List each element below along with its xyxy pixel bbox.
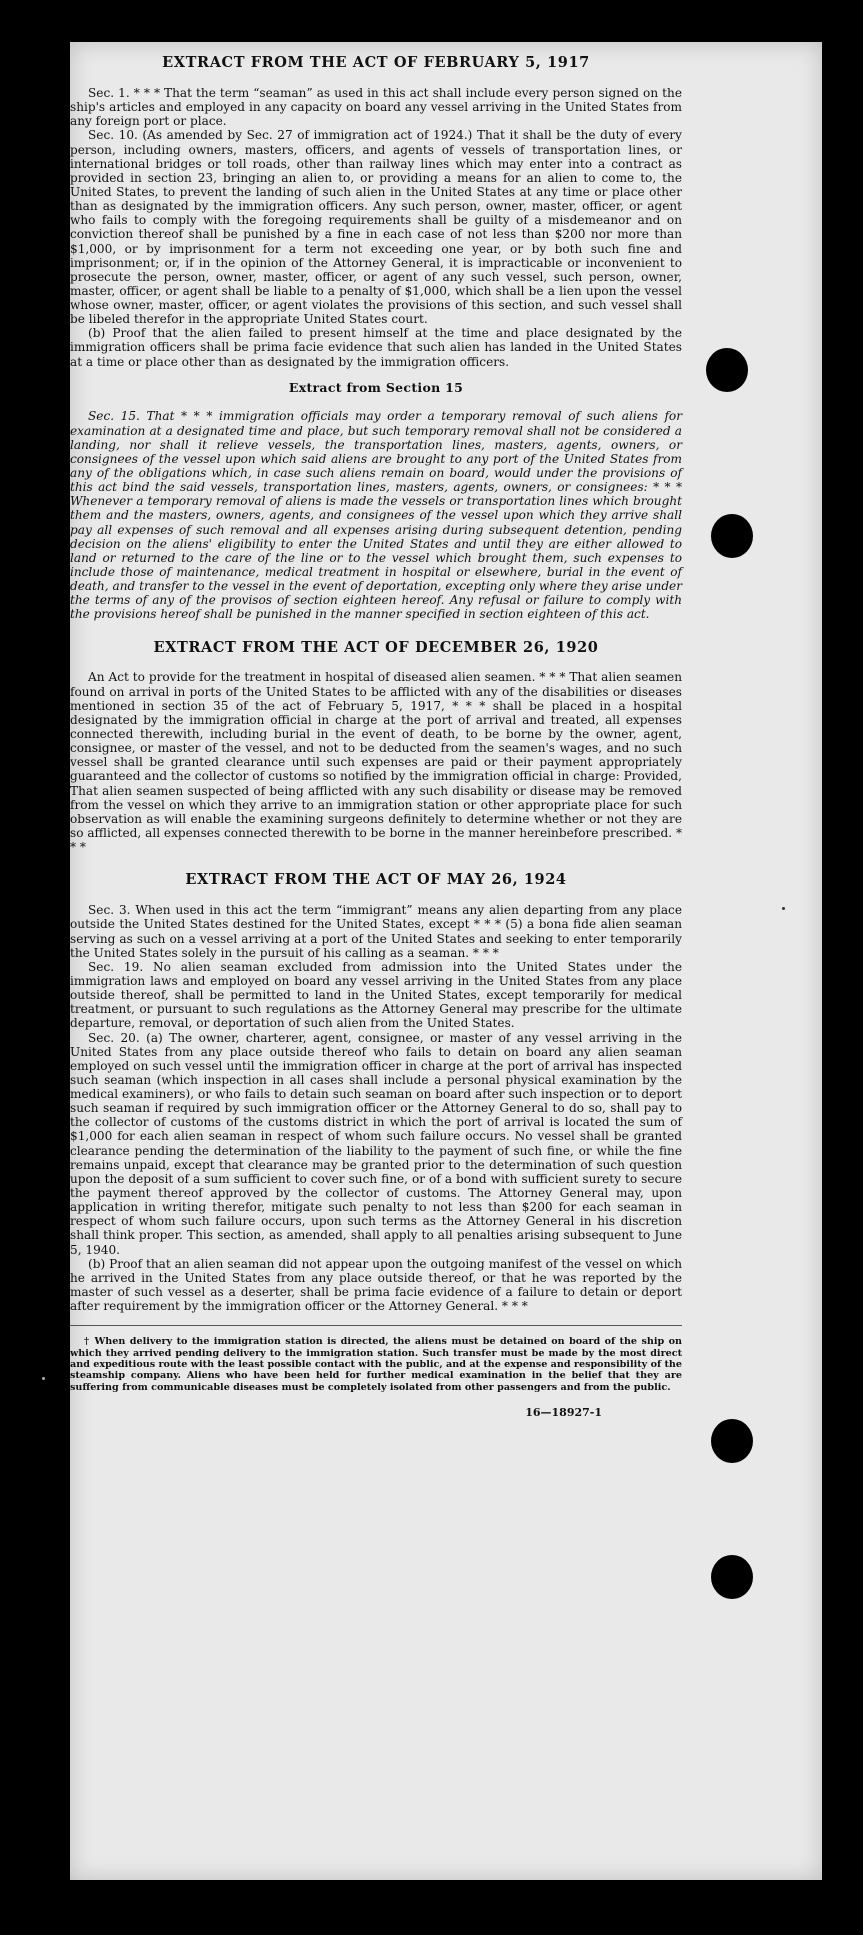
subheading-section-15: Extract from Section 15 <box>288 379 464 395</box>
heading-act-1920: EXTRACT FROM THE ACT OF DECEMBER 26, 1920 <box>153 638 599 656</box>
punch-hole <box>711 1555 753 1599</box>
paragraph-sec1: Sec. 1. * * * That the term “seaman” as used in this act shall include every person signed on the ship's articles and employed in any capacity on board any vessel arriving in the United States from any foreign port or place. <box>70 85 682 129</box>
scan-speck <box>42 1377 45 1380</box>
paragraph-sec10-b: (b) Proof that the alien failed to present himself at the time and place designated by the immigration officers shall be prima facie evidence that such alien has landed in the United States at a time or place other than as designated by the immigration officers. <box>70 326 682 369</box>
form-number: 16—18927-1 <box>525 1405 602 1419</box>
punch-hole <box>711 1419 753 1463</box>
paragraph-sec15: Sec. 15. That * * * immigration officials may order a temporary removal of such aliens for examination at a designated time and place, but such temporary removal shall not be considered a landing, nor shall it relieve vessels, the transportation lines, masters, agents, owners, or consignees of the vessel upon which said aliens are brought to any port of the United States from any of the obligations which, in case such aliens remain on board, would under the provisions of this act bind the said vessels, transportation lines, masters, agents, owners, or consignees: * * * Whenever a temporary removal of aliens is made the vessels or transportation lines which brought them and the masters, owners, agents, and consignees of the vessel upon which they arrive shall pay all expenses of such removal and all expenses arising during subsequent detention, pending decision on the aliens' eligibility to enter the United States and until they are either allowed to land or returned to the care of the line or to the vessel which brought them, such expenses to include those of maintenance, medical treatment in hospital or elsewhere, burial in the event of death, and transfer to the vessel in the event of deportation, excepting only where they arise under the terms of any of the provisos of section eighteen hereof. Any refusal or failure to comply with the provisions hereof shall be punished in the manner specified in section eighteen of this act. <box>70 409 682 622</box>
heading-act-1924: EXTRACT FROM THE ACT OF MAY 26, 1924 <box>185 871 567 889</box>
paragraph-sec10: Sec. 10. (As amended by Sec. 27 of immigration act of 1924.) That it shall be the duty of every person, including owners, masters, officers, and agents of vessels of transportation lines, or international bridges or toll roads, other than railway lines which may enter into a contract as provided in section 23, bringing an alien to, or providing a means for an alien to come to, the United States, to prevent the landing of such alien in the United States at any time or place other than as designated by the immigration officers. Any such person, owner, master, officer, or agent who fails to comply with the foregoing requirements shall be guilty of a misdemeanor and on conviction thereof shall be punished by a fine in each case of not less than $200 nor more than $1,000, or by imprisonment for a term not exceeding one year, or by both such fine and imprisonment; or, if in the opinion of the Attorney General, it is impracticable or inconvenient to prosecute the person, owner, master, officer, or agent of any such vessel, such person, owner, master, officer, or agent shall be liable to a penalty of $1,000, which shall be a lien upon the vessel whose owner, master, officer, or agent violates the provisions of this section, and such vessel shall be libeled therefor in the appropriate United States court. <box>70 128 682 327</box>
scan-speck <box>782 907 785 910</box>
paragraph-sec20-b: (b) Proof that an alien seaman did not appear upon the outgoing manifest of the vessel on which he arrived in the United States from any place outside thereof, or that he was reported by the master of such vessel as a deserter, shall be prima facie evidence of a failure to detain or deport after requirement by the immigration officer or the Attorney General. * * * <box>70 1256 682 1314</box>
document-body <box>70 55 682 1420</box>
footnote-text: † When delivery to the immigration station is directed, the aliens must be detained on board of the ship on which they arrived pending delivery to the immigration station. Such transfer must be made by the most direct and expeditious route with the least possible contact with the public, and at the expense and responsibility of the steamship company. Aliens who have been held for further medical examination in the belief that they are suffering from communicable diseases must be completely isolated from other passengers and from the public. <box>70 1336 682 1393</box>
punch-hole <box>706 348 748 392</box>
punch-hole <box>711 514 753 558</box>
paragraph-sec3: Sec. 3. When used in this act the term “immigrant” means any alien departing from any place outside the United States destined for the United States, except * * * (5) a bona fide alien seaman serving as such on a vessel arriving at a port of the United States and seeking to enter temporarily the United States solely in the pursuit of his calling as a seaman. * * * <box>70 903 682 960</box>
footnote <box>70 1325 682 1393</box>
heading-act-1917: EXTRACT FROM THE ACT OF FEBRUARY 5, 1917 <box>162 54 590 71</box>
paragraph-act-1920: An Act to provide for the treatment in hospital of diseased alien seamen. * * * That alien seamen found on arrival in ports of the United States to be afflicted with any of the disabilities or diseases mentioned in section 35 of the act of February 5, 1917, * * * shall be placed in a hospital designated by the immigration official in charge at the port of arrival and treated, all expenses connected therewith, including burial in the event of death, to be borne by the owner, agent, consignee, or master of the vessel, and not to be deducted from the seamen's wages, and no such vessel shall be granted clearance until such expenses are paid or their payment appropriately guaranteed and the collector of customs so notified by the immigration official in charge: Provided, That alien seamen suspected of being afflicted with any such disability or disease may be removed from the vessel on which they arrive to an immigration station or other appropriate place for such observation as will enable the examining surgeons definitely to determine whether or not they are so afflicted, all expenses connected therewith to be borne in the manner hereinbefore prescribed. * * * <box>70 670 682 855</box>
paragraph-sec19: Sec. 19. No alien seaman excluded from admission into the United States under the immigration laws and employed on board any vessel arriving in the United States from any place outside thereof, shall be permitted to land in the United States, except temporarily for medical treatment, or pursuant to such regulations as the Attorney General may prescribe for the ultimate departure, removal, or deportation of such alien from the United States. <box>70 959 682 1031</box>
paragraph-sec20-a: Sec. 20. (a) The owner, charterer, agent, consignee, or master of any vessel arriving in the United States from any place outside thereof who fails to detain on board any alien seaman employed on such vessel until the immigration officer in charge at the port of arrival has inspected such seaman (which inspection in all cases shall include a personal physical examination by the medical examiners), or who fails to detain such seaman on board after such inspection or to deport such seaman if required by such immigration officer or the Attorney General to do so, shall pay to the collector of customs of the customs district in which the port of arrival is located the sum of $1,000 for each alien seaman in respect of whom such failure occurs. No vessel shall be granted clearance pending the determination of the liability to the payment of such fine, or while the fine remains unpaid, except that clearance may be granted prior to the determination of such question upon the deposit of a sum sufficient to cover such fine, or of a bond with sufficient surety to secure the payment thereof approved by the collector of customs. The Attorney General may, upon application in writing therefor, mitigate such penalty to not less than $200 for each seaman in respect of whom such failure occurs, upon such terms as the Attorney General in his discretion shall think proper. This section, as amended, shall apply to all penalties arising subsequent to June 5, 1940. <box>70 1030 682 1257</box>
